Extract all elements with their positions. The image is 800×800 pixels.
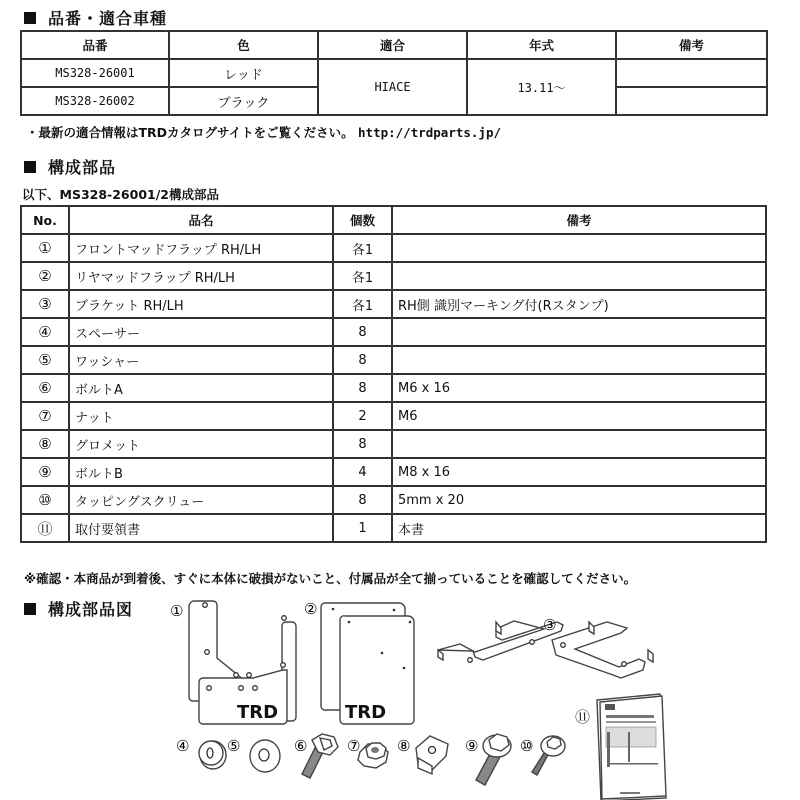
table-row: [21, 514, 766, 542]
item-name-cell: 取付要領書: [69, 514, 333, 542]
item-qty-cell: 8: [333, 346, 392, 374]
header-no: No.: [21, 206, 69, 234]
square-bullet-icon: [24, 12, 36, 24]
header-fitment: 適合: [318, 31, 467, 59]
square-bullet-icon: [24, 161, 36, 173]
item-qty-cell: 8: [333, 318, 392, 346]
part-number-cell: MS328-26001: [21, 59, 169, 87]
item-number-cell: ⑪: [21, 514, 69, 542]
item-remarks-cell: [392, 318, 766, 346]
item-number-cell: ⑨: [21, 458, 69, 486]
callout-11: ⑪: [575, 708, 591, 726]
item-qty-cell: 各1: [333, 290, 392, 318]
parts-diagram: [0, 590, 800, 800]
fitment-cell: HIACE: [318, 59, 467, 115]
item-qty-cell: 1: [333, 514, 392, 542]
table-row: [21, 374, 766, 402]
year-cell: 13.11～: [467, 59, 616, 115]
item-name-cell: スペーサー: [69, 318, 333, 346]
item-remarks-cell: M6: [392, 402, 766, 430]
nut-illustration: [358, 743, 388, 768]
item-remarks-cell: M6 x 16: [392, 374, 766, 402]
header-color: 色: [169, 31, 318, 59]
item-remarks-cell: 本書: [392, 514, 766, 542]
item-qty-cell: 2: [333, 402, 392, 430]
components-subtitle: 以下、MS328-26001/2構成部品: [22, 187, 219, 202]
item-name-cell: ナット: [69, 402, 333, 430]
item-remarks-cell: RH側 識別マーキング付(Rスタンプ): [392, 290, 766, 318]
section-title-text: 構成部品図: [48, 600, 134, 619]
item-name-cell: リヤマッドフラップ RH/LH: [69, 262, 333, 290]
item-qty-cell: 8: [333, 486, 392, 514]
item-name-cell: タッピングスクリュー: [69, 486, 333, 514]
catalog-url-link[interactable]: http://trdparts.jp/: [358, 125, 502, 140]
item-number-cell: ②: [21, 262, 69, 290]
item-number-cell: ⑥: [21, 374, 69, 402]
callout-4: ④: [176, 737, 190, 755]
table-header-row: [21, 206, 766, 234]
callout-7: ⑦: [347, 737, 361, 755]
fitment-table: [20, 30, 768, 116]
grommet-illustration: [416, 736, 448, 774]
trd-logo: TRD: [237, 702, 279, 723]
item-number-cell: ⑧: [21, 430, 69, 458]
item-remarks-cell: M8 x 16: [392, 458, 766, 486]
header-name: 品名: [69, 206, 333, 234]
item-remarks-cell: [392, 262, 766, 290]
callout-6: ⑥: [294, 737, 308, 755]
item-name-cell: ブラケット RH/LH: [69, 290, 333, 318]
table-row: [21, 458, 766, 486]
section-title-text: 構成部品: [48, 158, 117, 177]
header-part-no: 品番: [21, 31, 169, 59]
item-qty-cell: 4: [333, 458, 392, 486]
item-qty-cell: 8: [333, 430, 392, 458]
washer-illustration: [250, 740, 280, 772]
table-row: [21, 318, 766, 346]
callout-10: ⑩: [520, 737, 534, 755]
instruction-manual-illustration: [597, 694, 666, 800]
item-name-cell: ワッシャー: [69, 346, 333, 374]
table-row: [21, 234, 766, 262]
header-remarks: 備考: [392, 206, 766, 234]
callout-8: ⑧: [397, 737, 411, 755]
color-cell: レッド: [169, 59, 318, 87]
callout-3: ③: [543, 616, 557, 634]
item-remarks-cell: [392, 346, 766, 374]
header-qty: 個数: [333, 206, 392, 234]
item-remarks-cell: 5mm x 20: [392, 486, 766, 514]
item-number-cell: ①: [21, 234, 69, 262]
header-remarks: 備考: [616, 31, 767, 59]
item-number-cell: ③: [21, 290, 69, 318]
rear-mud-flap-illustration: [321, 603, 414, 724]
trd-logo: TRD: [345, 702, 387, 723]
section-title-part-numbers: [24, 6, 167, 29]
callout-2: ②: [304, 600, 318, 618]
color-cell: ブラック: [169, 87, 318, 115]
table-row: [21, 430, 766, 458]
item-remarks-cell: [392, 234, 766, 262]
remarks-cell: [616, 59, 767, 87]
table-row: [21, 346, 766, 374]
table-row: [21, 486, 766, 514]
callout-5: ⑤: [227, 737, 241, 755]
table-row: [21, 262, 766, 290]
table-row: [21, 59, 767, 87]
item-qty-cell: 各1: [333, 262, 392, 290]
catalog-note-text: ・最新の適合情報はTRDカタログサイトをご覧ください。: [26, 125, 354, 140]
item-name-cell: ボルトB: [69, 458, 333, 486]
item-qty-cell: 各1: [333, 234, 392, 262]
item-number-cell: ④: [21, 318, 69, 346]
item-name-cell: ボルトA: [69, 374, 333, 402]
bolt-b-illustration: [476, 734, 511, 785]
item-number-cell: ⑦: [21, 402, 69, 430]
inspection-warning: ※確認・本商品が到着後、すぐに本体に破損がないこと、付属品が全て揃っていることを確認してください。: [24, 571, 637, 586]
tapping-screw-illustration: [532, 736, 565, 775]
section-title-components: [24, 155, 116, 178]
item-number-cell: ⑤: [21, 346, 69, 374]
catalog-note: [26, 123, 501, 141]
table-header-row: [21, 31, 767, 59]
table-row: [21, 290, 766, 318]
spacer-illustration: [199, 741, 226, 769]
item-remarks-cell: [392, 430, 766, 458]
part-number-cell: MS328-26002: [21, 87, 169, 115]
callout-1: ①: [170, 602, 184, 620]
front-mud-flap-illustration: [189, 601, 296, 724]
section-title-text: 品番・適合車種: [48, 9, 168, 28]
item-name-cell: フロントマッドフラップ RH/LH: [69, 234, 333, 262]
item-number-cell: ⑩: [21, 486, 69, 514]
item-qty-cell: 8: [333, 374, 392, 402]
header-year: 年式: [467, 31, 616, 59]
table-row: [21, 402, 766, 430]
item-name-cell: グロメット: [69, 430, 333, 458]
callout-9: ⑨: [465, 737, 479, 755]
remarks-cell: [616, 87, 767, 115]
components-table: [20, 205, 767, 543]
